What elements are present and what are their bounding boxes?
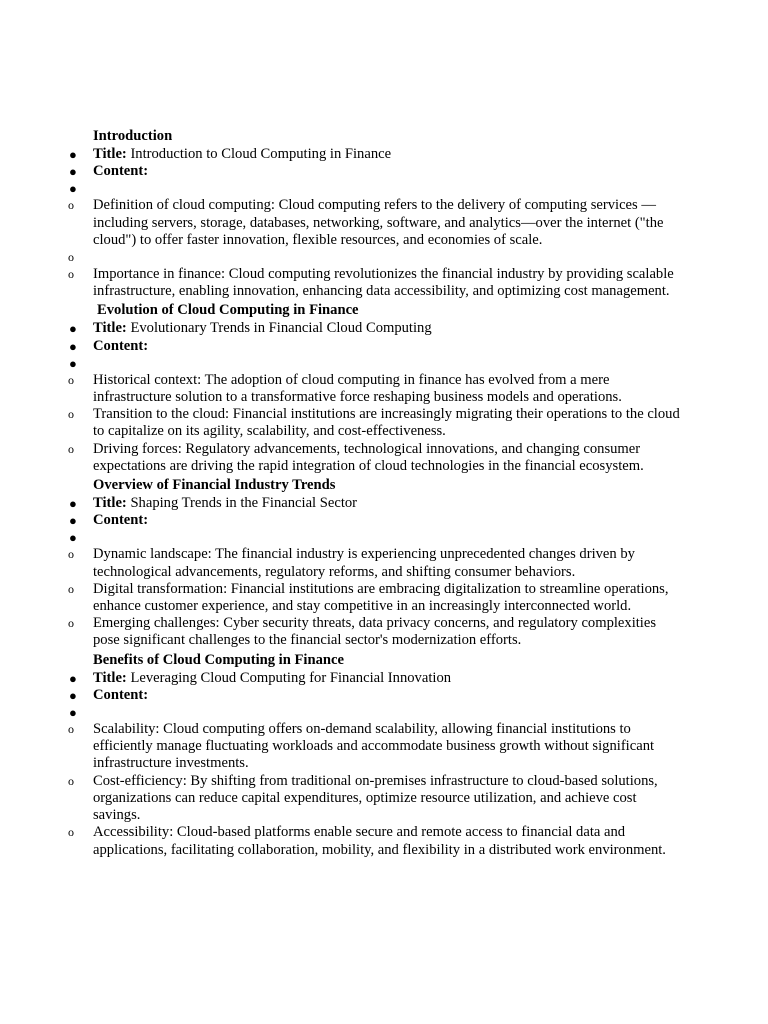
bullet-icon: ●	[69, 670, 77, 686]
bullet-icon: ●	[69, 705, 77, 721]
section-heading-trends: Overview of Financial Industry Trends	[93, 477, 336, 494]
bullet-icon: ●	[69, 530, 77, 546]
point-text: Transition to the cloud: Financial institutions are increasingly migrating their operations to the cloud to capitalize on its agility, scalability, and cost-effectiveness.	[93, 406, 680, 440]
point-text: Historical context: The adoption of cloud computing in finance has evolved from a mere infrastructure solution to a transformative force reshaping business models and operations.	[93, 371, 622, 406]
section-heading-evolution: Evolution of Cloud Computing in Finance	[97, 302, 359, 319]
list-item-title	[69, 495, 683, 512]
circle-bullet-icon: o	[68, 722, 74, 737]
section-heading-introduction: Introduction	[93, 128, 173, 144]
circle-bullet-icon: o	[68, 372, 74, 387]
bullet-icon: ●	[69, 687, 77, 703]
list-item-empty	[69, 180, 683, 197]
bullet-icon: ●	[69, 321, 77, 337]
sub-list-item	[68, 266, 683, 300]
list-item-title	[69, 146, 683, 163]
bullet-icon: ●	[69, 164, 77, 180]
point-text: Scalability: Cloud computing offers on-demand scalability, allowing financial institutions to efficiently manage fluctuating workloads and accommodate business growth without significant infrastructure investments.	[93, 721, 655, 772]
point-text: Dynamic landscape: The financial industry is experiencing unprecedented changes driven by technological advancements, regulatory reforms, and shifting consumer behaviors.	[93, 546, 635, 580]
point-text: Driving forces: Regulatory advancements, technological innovations, and changing consumer expectations are driving the rapid integration of cloud technologies in the financial ecosystem.	[93, 440, 644, 474]
sub-list-item	[68, 772, 683, 825]
list-item-empty	[69, 704, 683, 721]
list-item-content	[69, 512, 683, 529]
list-item-content	[69, 337, 683, 355]
sub-list-item	[68, 440, 683, 475]
sub-list-item	[68, 824, 683, 858]
sub-list-item	[68, 615, 683, 649]
title-text: Introduction to Cloud Computing in Finance	[130, 146, 392, 162]
sub-list-item	[68, 721, 683, 773]
title-text: Shaping Trends in the Financial Sector	[130, 495, 358, 512]
point-text: Definition of cloud computing: Cloud computing refers to the delivery of computing services —including servers, storage, databases, networking, software, and analytics—over the internet ("the cloud") to offer faster innovation, flexible resources, and economies of scale.	[93, 197, 664, 248]
sub-list-item	[68, 197, 683, 249]
list-item-title	[69, 669, 683, 687]
sub-list-item-empty	[68, 249, 683, 266]
circle-bullet-icon: o	[68, 581, 74, 596]
point-text: Accessibility: Cloud-based platforms enable secure and remote access to financial data and applications, facilitating collaboration, mobility, and flexibility in a distributed work environment.	[93, 824, 666, 858]
circle-bullet-icon: o	[68, 773, 74, 788]
point-text: Emerging challenges: Cyber security threats, data privacy concerns, and regulatory complexities pose significant challenges to the financial sector's modernization efforts.	[93, 615, 657, 649]
title-text: Leveraging Cloud Computing for Financial Innovation	[130, 669, 452, 686]
circle-bullet-icon: o	[68, 441, 74, 456]
point-text: Importance in finance: Cloud computing revolutionizes the financial industry by providing scalable infrastructure, enabling innovation, enhancing data accessibility, and optimizing cost management.	[93, 266, 674, 300]
bullet-icon: ●	[69, 147, 77, 162]
title-label: Title:	[93, 320, 127, 337]
title-label: Title:	[93, 146, 127, 162]
circle-bullet-icon: o	[68, 616, 74, 631]
title-label: Title:	[93, 495, 127, 512]
title-label: Title:	[93, 669, 127, 686]
circle-bullet-icon: o	[68, 267, 74, 282]
list-item-content	[69, 686, 683, 704]
document-body	[0, 126, 768, 859]
content-label: Content:	[93, 163, 149, 180]
list-item-title	[69, 320, 683, 337]
bullet-icon: ●	[69, 181, 77, 197]
title-text: Evolutionary Trends in Financial Cloud Computing	[130, 320, 432, 337]
point-text: Digital transformation: Financial institutions are embracing digitalization to streamline operations, enhance customer experience, and stay competitive in an increasingly interconnected world.	[93, 580, 669, 615]
sub-list-item	[68, 580, 683, 615]
list-item-empty	[69, 529, 683, 546]
sub-list-item	[68, 371, 683, 406]
content-label: Content:	[93, 512, 149, 529]
sub-list-item	[68, 406, 683, 440]
content-label: Content:	[93, 337, 149, 354]
list-item-content	[69, 163, 683, 180]
content-label: Content:	[93, 686, 149, 703]
circle-bullet-icon: o	[68, 407, 74, 422]
circle-bullet-icon: o	[68, 250, 74, 265]
bullet-icon: ●	[69, 355, 77, 371]
list-item-empty	[69, 355, 683, 372]
sub-list-item	[68, 546, 683, 580]
bullet-icon: ●	[69, 338, 77, 354]
section-heading-benefits: Benefits of Cloud Computing in Finance	[93, 651, 344, 668]
point-text: Cost-efficiency: By shifting from traditional on-premises infrastructure to cloud-based solutions, organizations can reduce capital expenditures, optimize resource utilization, and achieve cost savings.	[93, 772, 658, 824]
circle-bullet-icon: o	[68, 825, 74, 840]
circle-bullet-icon: o	[68, 547, 74, 562]
bullet-icon: ●	[69, 496, 77, 512]
circle-bullet-icon: o	[68, 198, 74, 213]
bullet-icon: ●	[69, 513, 77, 529]
